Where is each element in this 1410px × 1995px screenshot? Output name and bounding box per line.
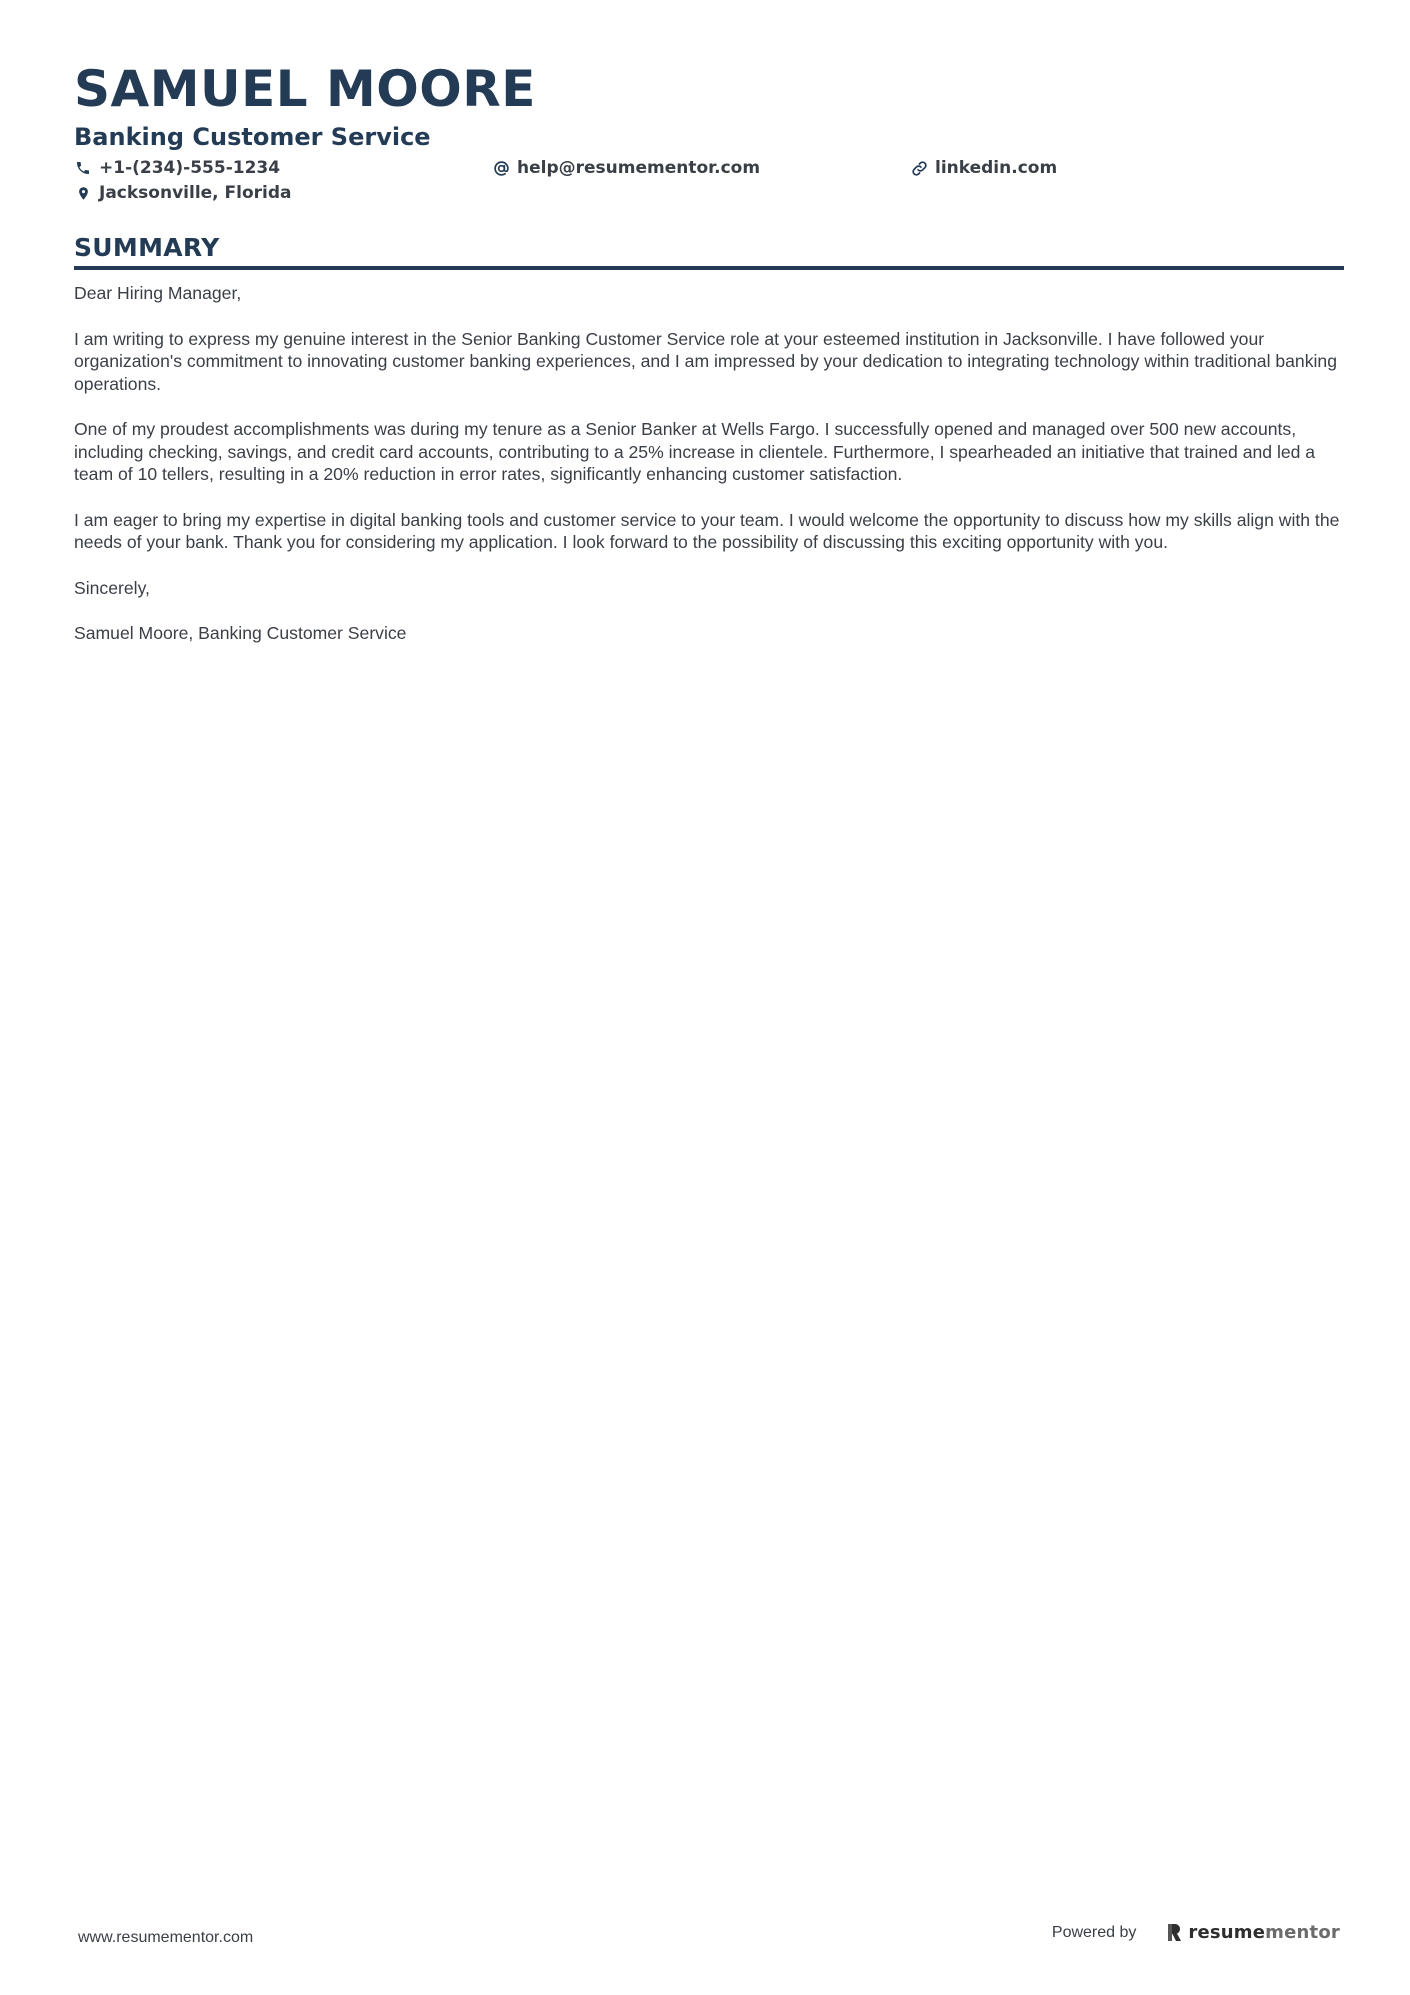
at-icon [492, 159, 510, 177]
phone-icon [74, 159, 92, 177]
contact-location [74, 181, 292, 205]
paragraph-accomplishments: One of my proudest accomplishments was during my tenure as a Senior Banker at Wells Fargo. I successfully opened and managed over 500 new accounts, including checking, savings, and credit card accounts, contributing to a 25% increase in clientele. Furthermore, I spearheaded an initiative that trained and led a team of 10 tellers, resulting in a 20% reduction in error rates, significantly enhancing customer satisfaction. [74, 419, 1316, 484]
location-text: Jacksonville, Florida [99, 183, 292, 203]
link-icon [910, 159, 928, 177]
sign-off: Sincerely, [74, 577, 150, 598]
summary-section [74, 232, 1344, 668]
powered-by-label: Powered by [1051, 1923, 1137, 1941]
section-divider [74, 266, 1344, 270]
section-title: SUMMARY [74, 233, 220, 262]
candidate-name: SAMUEL MOORE [74, 60, 536, 118]
contact-list [74, 156, 1344, 206]
linkedin-url[interactable]: linkedin.com [935, 158, 1058, 178]
candidate-role: Banking Customer Service [74, 123, 431, 151]
contact-email[interactable] [492, 156, 760, 180]
phone-number: +1-(234)-555-1234 [99, 158, 281, 178]
email-address[interactable]: help@resumementor.com [517, 158, 761, 178]
contact-phone [74, 156, 280, 180]
salutation: Dear Hiring Manager, [74, 283, 242, 303]
signature: Samuel Moore, Banking Customer Service [74, 623, 407, 643]
contact-linkedin[interactable] [910, 156, 1057, 180]
letter-body [74, 282, 1344, 645]
brand-text-part2: mentor [1265, 1922, 1340, 1943]
footer-website[interactable]: www.resumementor.com [78, 1929, 254, 1946]
header [74, 58, 1344, 206]
brand-mark-icon [1166, 1923, 1184, 1943]
location-pin-icon [74, 184, 92, 202]
paragraph-intro: I am writing to express my genuine interest in the Senior Banking Customer Service role at your esteemed institution in Jacksonville. I have followed your organization's commitment to innovating customer banking experiences, and I am impressed by your dedication to integrating technology within traditional banking operations. [74, 328, 1337, 394]
brand-text-part1: resume [1188, 1922, 1266, 1943]
brand-logo[interactable] [1166, 1922, 1340, 1943]
footer-branding [1052, 1922, 1340, 1943]
paragraph-closing: I am eager to bring my expertise in digital banking tools and customer service to your team. I would welcome the opportunity to discuss how my skills align with the needs of your bank. Thank you for considering my application. I look forward to the possibility of discussing this exciting opportunity with you. [74, 509, 1340, 552]
